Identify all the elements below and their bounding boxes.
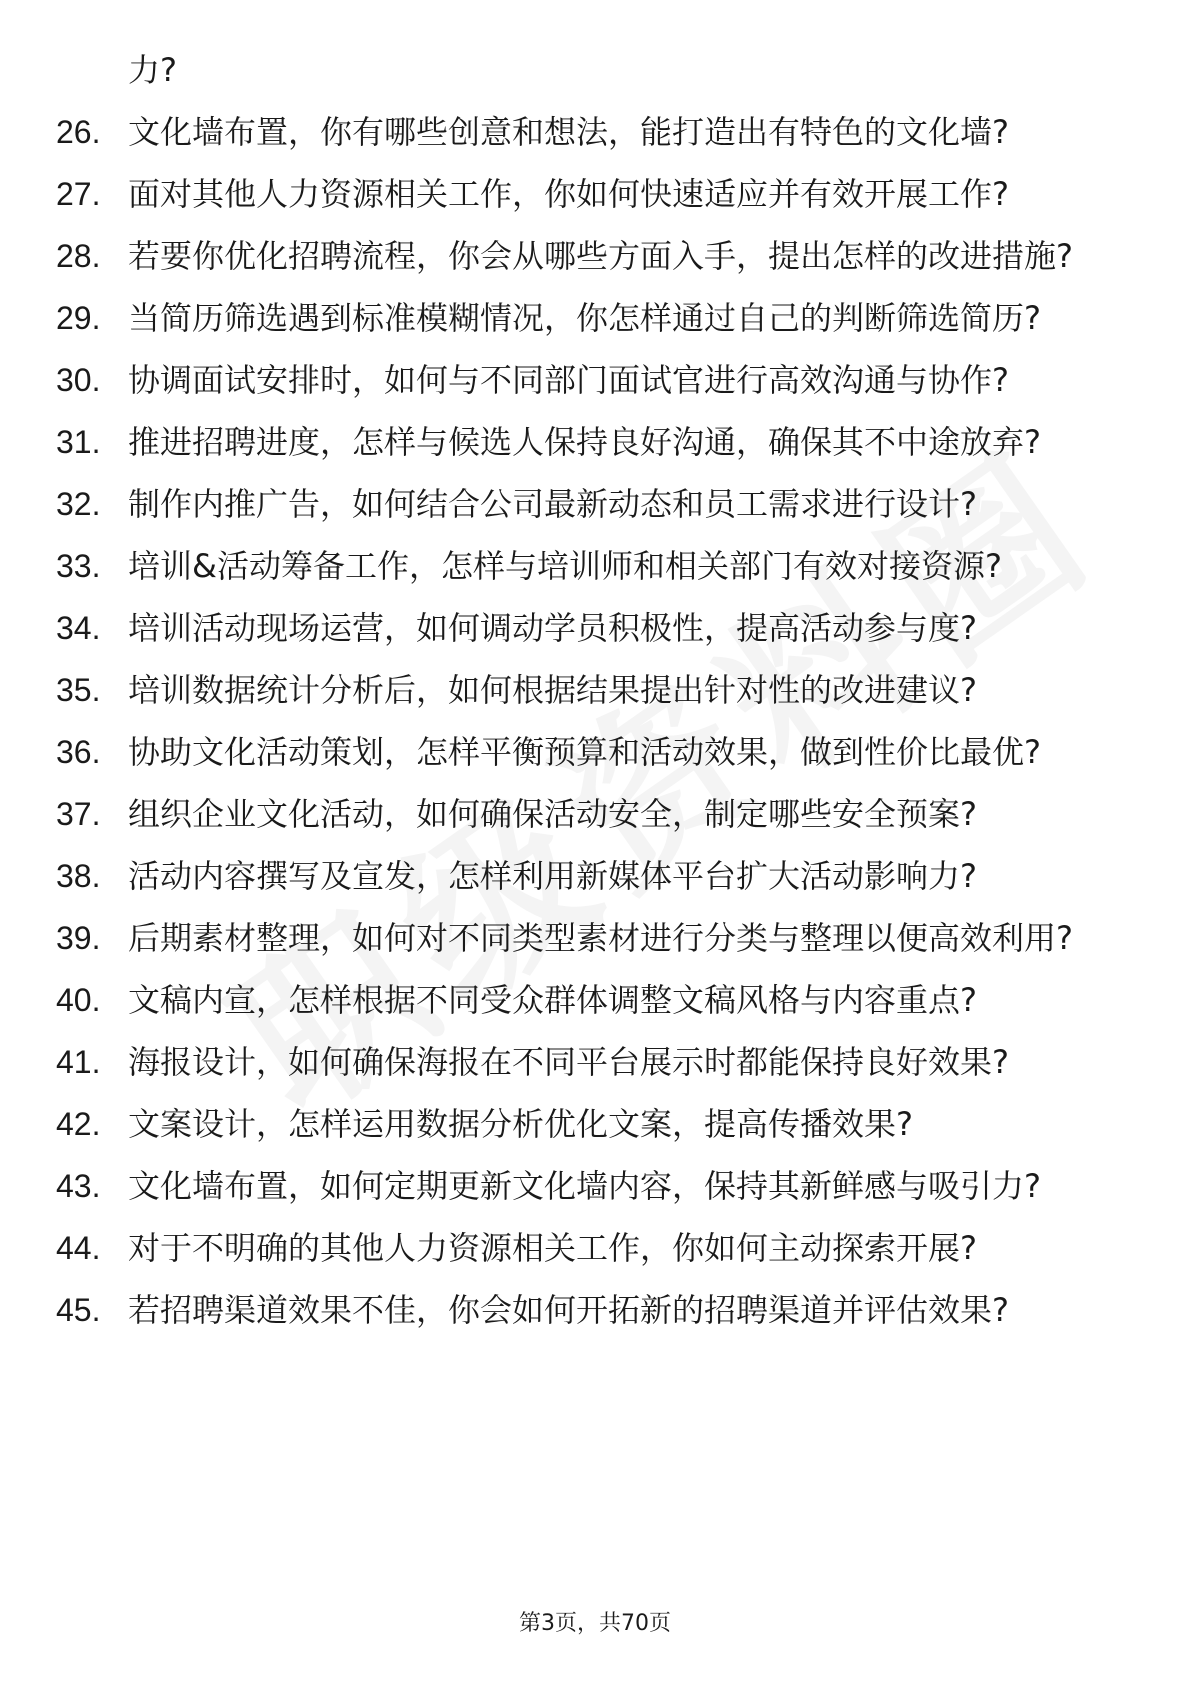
question-number: 39. [56,920,101,956]
question-item [0,482,1190,526]
question-item [0,606,1190,650]
question-item [0,420,1190,464]
question-item [0,544,1190,588]
question-number: 40. [56,982,101,1018]
question-text: 面对其他人力资源相关工作，你如何快速适应并有效开展工作? [128,175,1009,213]
question-text: 协调面试安排时，如何与不同部门面试官进行高效沟通与协作? [128,361,1009,399]
question-number: 42. [56,1106,101,1142]
question-item [0,110,1190,154]
question-item [0,916,1190,960]
question-item [0,1102,1190,1146]
question-number: 30. [56,362,101,398]
question-item [0,978,1190,1022]
question-text: 当简历筛选遇到标准模糊情况，你怎样通过自己的判断筛选简历? [128,299,1041,337]
question-number: 29. [56,300,101,336]
question-text: 对于不明确的其他人力资源相关工作，你如何主动探索开展? [128,1229,977,1267]
question-number: 36. [56,734,101,770]
question-item [0,668,1190,712]
question-text: 组织企业文化活动，如何确保活动安全，制定哪些安全预案? [128,795,977,833]
question-number: 45. [56,1292,101,1328]
question-number: 37. [56,796,101,832]
question-text: 若招聘渠道效果不佳，你会如何开拓新的招聘渠道并评估效果? [128,1291,1009,1329]
question-number: 35. [56,672,101,708]
question-text: 文化墙布置，如何定期更新文化墙内容，保持其新鲜感与吸引力? [128,1167,1041,1205]
question-number: 41. [56,1044,101,1080]
question-item [0,730,1190,774]
question-text: 培训数据统计分析后，如何根据结果提出针对性的改进建议? [128,671,977,709]
question-text: 文稿内宣，怎样根据不同受众群体调整文稿风格与内容重点? [128,981,977,1019]
question-number: 32. [56,486,101,522]
question-text: 培训活动现场运营，如何调动学员积极性，提高活动参与度? [128,609,977,647]
question-list [0,48,1190,1350]
question-item [0,48,1190,92]
question-item [0,1164,1190,1208]
question-item [0,854,1190,898]
question-text: 若要你优化招聘流程，你会从哪些方面入手，提出怎样的改进措施? [128,237,1073,275]
question-item [0,172,1190,216]
question-number: 38. [56,858,101,894]
question-number: 26. [56,114,101,150]
question-item [0,296,1190,340]
question-number: 28. [56,238,101,274]
question-item [0,234,1190,278]
question-text: 推进招聘进度，怎样与候选人保持良好沟通，确保其不中途放弃? [128,423,1041,461]
question-number: 44. [56,1230,101,1266]
question-number: 31. [56,424,101,460]
question-item [0,1288,1190,1332]
question-number: 27. [56,176,101,212]
question-item [0,358,1190,402]
question-text: 文案设计，怎样运用数据分析优化文案，提高传播效果? [128,1105,913,1143]
question-number: 34. [56,610,101,646]
question-item [0,792,1190,836]
question-text: 海报设计，如何确保海报在不同平台展示时都能保持良好效果? [128,1043,1009,1081]
question-item [0,1040,1190,1084]
question-text: 力? [128,51,177,89]
question-text: 制作内推广告，如何结合公司最新动态和员工需求进行设计? [128,485,977,523]
question-text: 文化墙布置，你有哪些创意和想法，能打造出有特色的文化墙? [128,113,1009,151]
page-footer: 第3页，共70页 [519,1611,671,1636]
question-text: 协助文化活动策划，怎样平衡预算和活动效果，做到性价比最优? [128,733,1041,771]
question-text: 活动内容撰写及宣发，怎样利用新媒体平台扩大活动影响力? [128,857,977,895]
question-text: 后期素材整理，如何对不同类型素材进行分类与整理以便高效利用? [128,919,1073,957]
question-number: 33. [56,548,101,584]
question-text: 培训&活动筹备工作，怎样与培训师和相关部门有效对接资源? [128,547,1002,585]
question-number: 43. [56,1168,101,1204]
question-item [0,1226,1190,1270]
